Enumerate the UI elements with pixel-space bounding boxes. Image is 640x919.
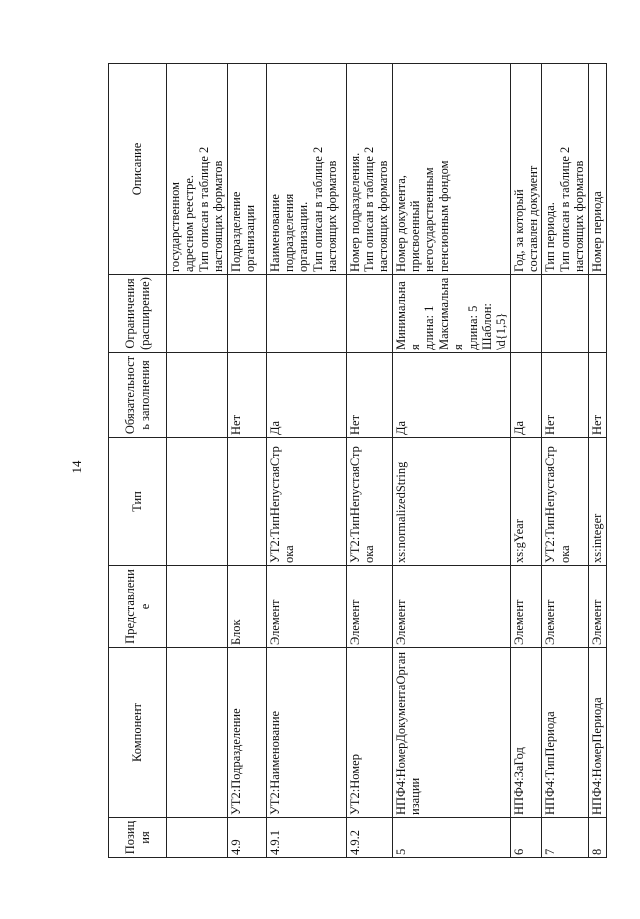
table-row [346, 64, 392, 858]
cell-type: xs:normalizedString [392, 438, 510, 566]
table-row [542, 64, 588, 858]
cell-type [167, 438, 228, 566]
constraint-line: \d{1,5} [494, 312, 509, 350]
cell-representation: Элемент [346, 566, 392, 648]
cell-required: Нет [346, 353, 392, 438]
header-type: Тип [109, 438, 167, 566]
cell-position: 8 [588, 818, 606, 858]
cell-required: Нет [588, 353, 606, 438]
cell-description [227, 64, 266, 275]
description-line: Номер документа, [393, 175, 408, 272]
constraint-line: длина: 1 [422, 305, 437, 350]
cell-required: Да [392, 353, 510, 438]
cell-description [346, 64, 392, 275]
cell-component: НПФ4:ТипПериода [542, 648, 588, 818]
cell-position: 4.9.1 [266, 818, 346, 858]
description-line: настоящих форматов [376, 160, 391, 272]
cell-representation: Элемент [392, 566, 510, 648]
description-line: Номер периода [589, 191, 604, 272]
description-line: Тип периода. [543, 202, 558, 272]
description-line: Тип описан в таблице 2 [557, 146, 572, 272]
description-line: настоящих форматов [211, 160, 226, 272]
cell-component: НПФ4:НомерПериода [588, 648, 606, 818]
cell-constraints [346, 275, 392, 353]
cell-description [510, 64, 542, 275]
cell-component: УТ2:Номер [346, 648, 392, 818]
header-representation: Представление [109, 566, 167, 648]
cell-constraints [542, 275, 588, 353]
table-row [167, 64, 228, 858]
cell-position [167, 818, 228, 858]
table-row [588, 64, 606, 858]
cell-description [542, 64, 588, 275]
description-line: подразделения [281, 193, 296, 272]
cell-description [266, 64, 346, 275]
cell-position: 4.9.2 [346, 818, 392, 858]
cell-constraints [266, 275, 346, 353]
cell-required: Нет [227, 353, 266, 438]
cell-type: xs:gYear [510, 438, 542, 566]
cell-type: xs:integer [588, 438, 606, 566]
cell-constraints [588, 275, 606, 353]
description-line: составлен документ [526, 165, 540, 272]
cell-description [167, 64, 228, 275]
cell-representation: Блок [227, 566, 266, 648]
cell-constraints [510, 275, 542, 353]
description-line: Тип описан в таблице 2 [196, 146, 211, 272]
cell-component: УТ2:Подразделение [227, 648, 266, 818]
cell-constraints [167, 275, 228, 353]
cell-position: 6 [510, 818, 542, 858]
description-line: Номер подразделения. [347, 152, 362, 272]
rotated-table-container [108, 64, 604, 858]
cell-component: НПФ4:ЗаГод [510, 648, 542, 818]
description-line: организации [242, 204, 257, 272]
table-row [510, 64, 542, 858]
description-line: адресном реестре. [182, 174, 197, 272]
cell-description [588, 64, 606, 275]
header-component: Компонент [109, 648, 167, 818]
table-row [266, 64, 346, 858]
cell-representation: Элемент [266, 566, 346, 648]
cell-representation: Элемент [542, 566, 588, 648]
cell-required: Да [266, 353, 346, 438]
description-line: Наименование [267, 194, 282, 272]
description-line: настоящих форматов [572, 160, 587, 272]
constraint-line: длина: 5 [465, 305, 480, 350]
format-table [108, 63, 607, 858]
cell-description [392, 64, 510, 275]
header-row [109, 64, 167, 858]
description-line: Тип описан в таблице 2 [361, 146, 376, 272]
cell-component [167, 648, 228, 818]
cell-position: 4.9 [227, 818, 266, 858]
cell-type: УТ2:ТипНепустаяСтрока [266, 438, 346, 566]
header-description: Описание [109, 64, 167, 275]
cell-required: Да [510, 353, 542, 438]
cell-position: 5 [392, 818, 510, 858]
description-line: Год, за который [511, 189, 526, 272]
description-line: настоящих форматов [325, 160, 339, 272]
header-position: Позиция [109, 818, 167, 858]
cell-component: НПФ4:НомерДокументаОрганизации [392, 648, 510, 818]
constraint-line: Минимальная [393, 281, 422, 350]
description-line: негосударственным [422, 167, 437, 272]
cell-constraints [227, 275, 266, 353]
cell-required: Нет [542, 353, 588, 438]
description-line: присвоенный [408, 200, 422, 272]
page-number: 14 [69, 460, 84, 474]
cell-representation: Элемент [510, 566, 542, 648]
header-constraints: Ограничения (расширение) [109, 275, 167, 353]
cell-type: УТ2:ТипНепустаяСтрока [346, 438, 392, 566]
cell-type: УТ2:ТипНепустаяСтрока [542, 438, 588, 566]
constraint-line: Максимальная [436, 277, 466, 350]
cell-representation [167, 566, 228, 648]
header-required: Обязательность заполнения [109, 353, 167, 438]
cell-constraints [392, 275, 510, 353]
description-line: организации. [296, 201, 311, 272]
description-line: Тип описан в таблице 2 [310, 146, 325, 272]
cell-required [167, 353, 228, 438]
description-line: пенсионным фондом [436, 160, 451, 272]
table-row [227, 64, 266, 858]
cell-type [227, 438, 266, 566]
cell-component: УТ2:Наименование [266, 648, 346, 818]
description-line: Подразделение [228, 191, 243, 272]
table-row [392, 64, 510, 858]
cell-representation: Элемент [588, 566, 606, 648]
cell-position: 7 [542, 818, 588, 858]
description-line: государственном [168, 181, 182, 272]
constraint-line: Шаблон: [479, 303, 494, 350]
